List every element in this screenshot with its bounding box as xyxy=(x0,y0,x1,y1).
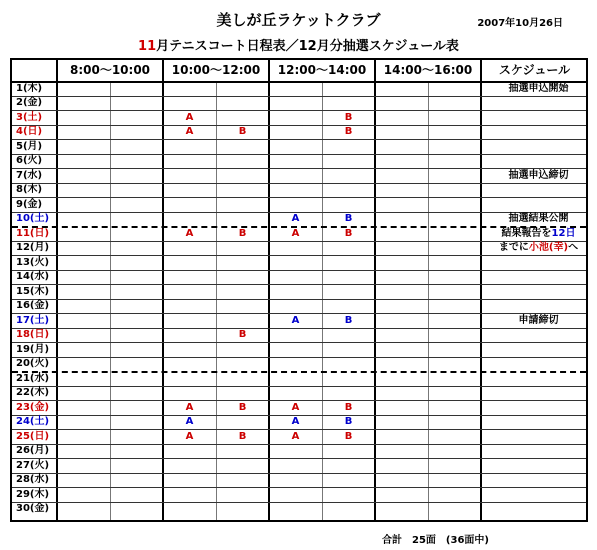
row-divider xyxy=(12,139,586,140)
day-label: 26(月) xyxy=(16,445,50,456)
day-label: 17(土) xyxy=(16,314,50,326)
day-label: 29(木) xyxy=(16,488,50,500)
row-divider xyxy=(12,299,586,300)
court-booking: A xyxy=(185,416,194,427)
schedule-note-text: 12日 xyxy=(551,227,576,239)
row-divider xyxy=(12,197,586,198)
time-slot-header: 8:00～10:00 xyxy=(69,63,151,77)
day-label: 4(日) xyxy=(16,126,43,137)
day-label: 2(金) xyxy=(16,97,43,108)
column-divider xyxy=(374,60,376,520)
time-slot-header: 12:00～14:00 xyxy=(277,63,367,77)
day-label: 27(火) xyxy=(16,459,50,471)
column-divider xyxy=(480,60,482,520)
day-label: 1(木) xyxy=(16,82,43,94)
row-divider xyxy=(12,255,586,256)
day-label: 30(金) xyxy=(16,503,50,514)
court-booking: B xyxy=(238,401,247,413)
court-booking: A xyxy=(185,227,194,239)
schedule-header: スケジュール xyxy=(498,63,571,77)
schedule-note-text: 小池(幸) xyxy=(528,242,569,253)
day-label: 13(火) xyxy=(16,256,50,268)
court-booking: B xyxy=(238,227,247,239)
court-booking: B xyxy=(344,213,353,224)
court-booking: B xyxy=(344,401,353,413)
schedule-note-text: 結果報告を xyxy=(501,227,552,239)
row-divider xyxy=(12,487,586,488)
court-booking: B xyxy=(238,126,247,137)
court-booking: A xyxy=(291,401,300,413)
day-label: 23(金) xyxy=(16,401,50,413)
day-label: 12(月) xyxy=(16,242,50,253)
court-booking: A xyxy=(291,227,300,239)
schedule-note xyxy=(489,241,588,255)
row-divider xyxy=(12,110,586,111)
day-label: 16(金) xyxy=(16,300,50,311)
day-label: 22(木) xyxy=(16,387,50,398)
schedule-table xyxy=(10,58,588,522)
time-slot-header: 10:00～12:00 xyxy=(171,63,261,77)
day-label: 10(土) xyxy=(16,213,50,224)
schedule-note-text: 抽選結果公開 xyxy=(508,213,569,224)
court-divider xyxy=(110,81,111,520)
court-booking: A xyxy=(185,401,194,413)
court-divider xyxy=(322,81,323,520)
court-booking: A xyxy=(185,111,194,123)
schedule-note-text: へ xyxy=(568,242,579,253)
day-label: 15(木) xyxy=(16,285,50,297)
row-divider xyxy=(12,125,586,126)
row-divider xyxy=(12,183,586,184)
schedule-note-text: 抽選申込開始 xyxy=(508,82,569,94)
subtitle-month-number: 11 xyxy=(138,39,157,54)
day-label: 8(木) xyxy=(16,184,43,195)
row-divider xyxy=(12,357,586,358)
schedule-note xyxy=(489,82,588,96)
schedule-note xyxy=(489,314,588,328)
court-booking: A xyxy=(291,314,300,326)
schedule-note xyxy=(489,227,588,241)
dashed-separator xyxy=(12,371,586,373)
court-booking: A xyxy=(185,126,194,137)
schedule-note xyxy=(489,169,588,183)
court-booking: A xyxy=(291,213,300,224)
row-divider xyxy=(12,284,586,285)
row-divider xyxy=(12,444,586,445)
court-booking: B xyxy=(344,314,353,326)
court-booking: B xyxy=(238,430,247,442)
subtitle-text: 月テニスコート日程表／12月分抽選スケジュール表 xyxy=(156,39,459,54)
time-slot-header: 14:00～16:00 xyxy=(383,63,473,77)
court-booking: B xyxy=(344,416,353,427)
day-label: 7(水) xyxy=(16,169,43,181)
column-divider xyxy=(56,60,58,520)
day-label: 19(月) xyxy=(16,343,50,355)
day-label: 9(金) xyxy=(16,198,43,210)
day-label: 11(日) xyxy=(16,227,50,239)
issue-date: 2007年10月26日 xyxy=(477,18,563,29)
court-divider xyxy=(216,81,217,520)
day-label: 3(土) xyxy=(16,111,43,123)
court-booking: A xyxy=(291,430,300,442)
court-booking: B xyxy=(344,227,353,239)
court-booking: A xyxy=(185,430,194,442)
club-title: 美しが丘ラケットクラブ xyxy=(216,11,381,29)
row-divider xyxy=(12,96,586,97)
row-divider xyxy=(12,328,586,329)
day-label: 20(火) xyxy=(16,358,50,369)
column-divider xyxy=(268,60,270,520)
schedule-note xyxy=(489,212,588,226)
day-label: 6(火) xyxy=(16,155,43,166)
court-booking: A xyxy=(291,416,300,427)
schedule-note-text: 申請締切 xyxy=(518,314,559,326)
day-label: 18(日) xyxy=(16,329,50,340)
row-divider xyxy=(12,502,586,503)
column-divider xyxy=(162,60,164,520)
row-divider xyxy=(12,270,586,271)
day-label: 28(水) xyxy=(16,474,50,485)
court-booking: B xyxy=(238,329,247,340)
row-divider xyxy=(12,473,586,474)
row-divider xyxy=(12,342,586,343)
court-booking: B xyxy=(344,111,353,123)
row-divider xyxy=(12,458,586,459)
court-divider xyxy=(428,81,429,520)
court-booking: B xyxy=(344,430,353,442)
row-divider xyxy=(12,386,586,387)
day-label: 5(月) xyxy=(16,140,43,152)
day-label: 25(日) xyxy=(16,430,50,442)
schedule-note-text: までに xyxy=(498,242,529,253)
day-label: 14(水) xyxy=(16,271,50,282)
schedule-subtitle xyxy=(0,35,597,54)
schedule-note-text: 抽選申込締切 xyxy=(508,169,569,181)
day-label: 24(土) xyxy=(16,416,50,427)
day-label: 21(水) xyxy=(16,372,50,384)
row-divider xyxy=(12,154,586,155)
court-booking: B xyxy=(344,126,353,137)
total-count: 合計 25面 (36面中) xyxy=(382,535,489,546)
